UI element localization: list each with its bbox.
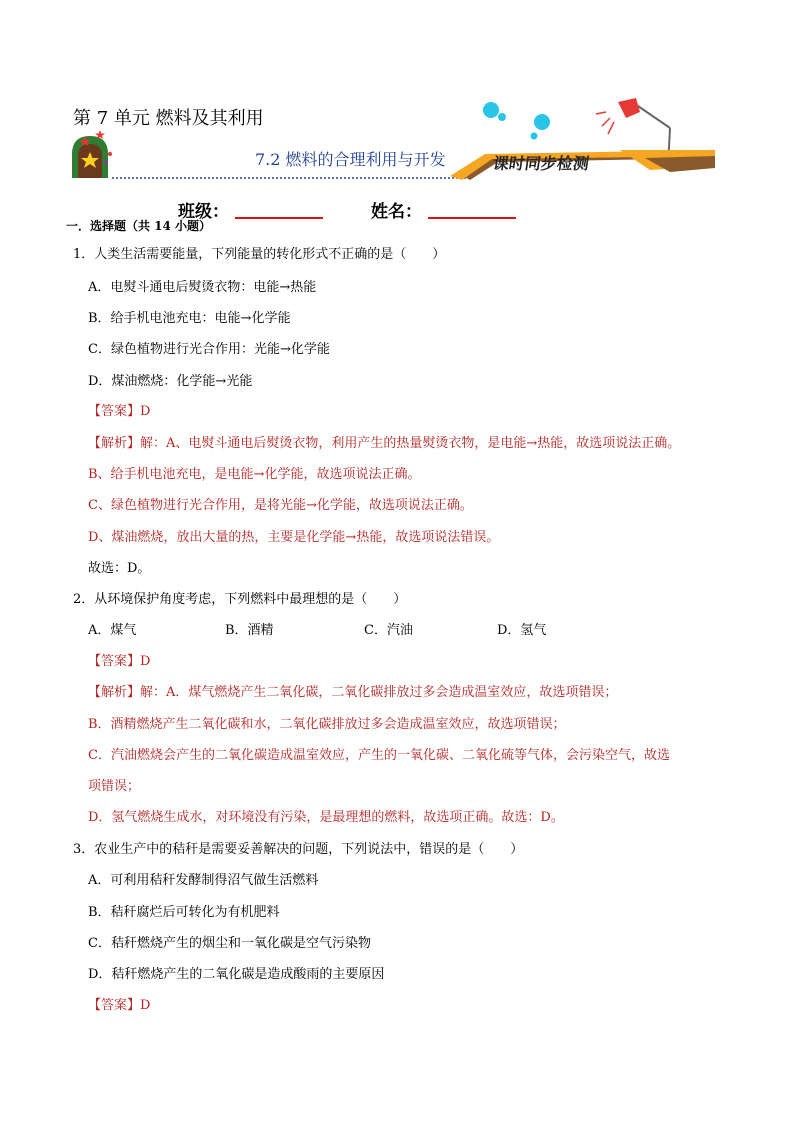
- unit-title: 第 7 单元 燃料及其利用: [73, 108, 264, 129]
- answer-line: [88, 654, 150, 670]
- option-c: C．汽油: [364, 623, 413, 638]
- lesson-title: 7.2 燃料的合理利用与开发: [255, 150, 446, 169]
- analysis-text: D、煤油燃烧，放出大量的热，主要是化学能→热能，故选项说法错误。: [88, 530, 500, 545]
- option-a: A．可利用秸秆发酵制得沼气做生活燃料: [88, 873, 319, 888]
- analysis-text: C．汽油燃烧会产生的二氧化碳造成温室效应，产生的一氧化碳、二氧化硫等气体，会污染空气，故选: [88, 748, 670, 763]
- answer-line: [88, 404, 150, 420]
- answer-value: D: [140, 654, 151, 669]
- answer-tag: 【答案】: [88, 654, 141, 669]
- analysis-line: [88, 685, 617, 701]
- answer-tag: 【答案】: [88, 404, 141, 419]
- option-c: C．秸秆燃烧产生的烟尘和一氧化碳是空气污染物: [88, 936, 371, 951]
- conclusion-text: 故选：D。: [88, 561, 151, 576]
- question-stem: 1．人类生活需要能量，下列能量的转化形式不正确的是（ ）: [73, 247, 446, 262]
- option-c: C．绿色植物进行光合作用：光能→化学能: [88, 342, 330, 357]
- option-d: D．煤油燃烧：化学能→光能: [88, 374, 253, 389]
- answer-value: D: [140, 404, 151, 419]
- analysis-text: 解：A．煤气燃烧产生二氧化碳，二氧化碳排放过多会造成温室效应，故选项错误；: [140, 685, 618, 700]
- analysis-line: [88, 436, 680, 452]
- question-stem: 3．农业生产中的秸秆是需要妥善解决的问题，下列说法中，错误的是（ ）: [73, 842, 524, 857]
- analysis-text: D．氢气燃烧生成水，对环境没有污染，是最理想的燃料，故选项正确。故选：D。: [88, 810, 564, 825]
- student-info-row: [178, 197, 516, 222]
- answer-value: D: [140, 998, 151, 1013]
- star-badge-icon: [72, 130, 112, 178]
- analysis-text: C、绿色植物进行光合作用，是将光能→化学能，故选项说法正确。: [88, 498, 473, 513]
- bubbles-icon: [483, 102, 550, 140]
- analysis-text: 项错误；: [88, 779, 141, 794]
- option-b: B．秸秆腐烂后可转化为有机肥料: [88, 905, 280, 920]
- section-heading: 一．选择题（共 14 小题）: [66, 219, 212, 233]
- class-blank[interactable]: [235, 201, 323, 219]
- answer-line: [88, 998, 150, 1014]
- name-label: 姓名：: [371, 202, 422, 222]
- analysis-text: B．酒精燃烧产生二氧化碳和水，二氧化碳排放过多会造成温室效应，故选项错误；: [88, 717, 566, 732]
- class-label: 班级：: [178, 202, 229, 222]
- question-stem: 2．从环境保护角度考虑，下列燃料中最理想的是（ ）: [73, 592, 407, 607]
- option-b: B．给手机电池充电：电能→化学能: [88, 311, 291, 326]
- analysis-text: B、给手机电池充电，是电能→化学能，故选项说法正确。: [88, 467, 421, 482]
- analysis-tag: 【解析】: [88, 436, 141, 451]
- analysis-text: 解：A、电熨斗通电后熨烫衣物，利用产生的热量熨烫衣物，是电能→热能，故选项说法正确。: [140, 436, 681, 451]
- option-a: A．电熨斗通电后熨烫衣物：电能→热能: [88, 280, 317, 295]
- analysis-tag: 【解析】: [88, 685, 141, 700]
- option-a: A．煤气: [88, 623, 137, 638]
- answer-tag: 【答案】: [88, 998, 141, 1013]
- option-b: B．酒精: [225, 623, 274, 638]
- option-d: D．氢气: [497, 623, 547, 638]
- sync-check-title: 课时同步检测: [491, 154, 591, 173]
- name-blank[interactable]: [428, 201, 516, 219]
- option-d: D．秸秆燃烧产生的二氧化碳是造成酸雨的主要原因: [88, 967, 385, 982]
